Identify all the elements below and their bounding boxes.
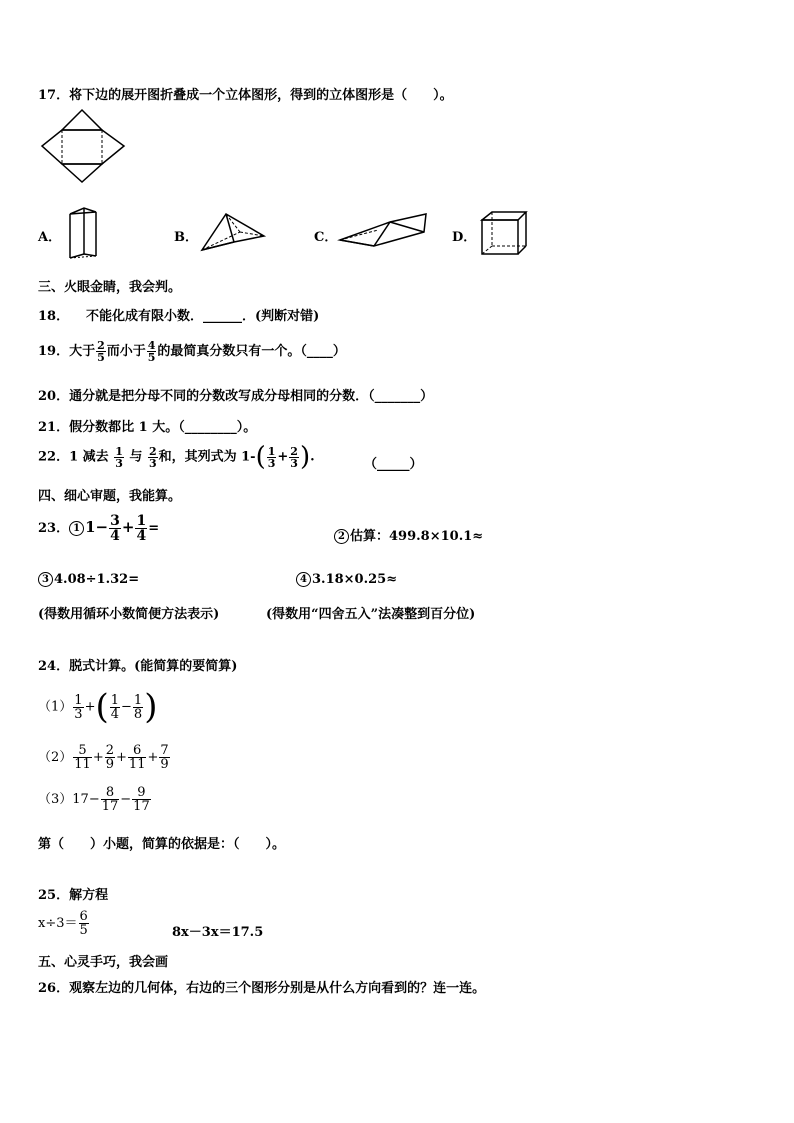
q23-note1: (得数用循环小数简便方法表示) xyxy=(38,607,220,622)
q23-part1: 23． 1 1− $\frac{3}{4}$ + $\frac{1}{4}$ = xyxy=(38,513,160,544)
net-figure xyxy=(40,108,130,184)
option-b-label[interactable]: B． xyxy=(174,230,198,245)
circled-2: 2 xyxy=(334,529,349,544)
fraction: $\frac{2}{5}$ xyxy=(97,339,105,364)
q25-title: 25．解方程 xyxy=(38,888,109,903)
section-3-heading: 三、火眼金睛，我会判。 xyxy=(38,280,182,295)
q25-eq-2: 8x－3x＝17.5 xyxy=(172,925,264,940)
circled-1: 1 xyxy=(69,521,84,536)
q23-note2: (得数用“四舍五入”法凑整到百分位) xyxy=(266,607,476,622)
q24-tail: 第（ ）小题，简算的依据是：（ ）。 xyxy=(38,837,286,852)
q23-part4: 4 3.18×0.25≈ xyxy=(296,572,397,587)
q20-text: 20．通分就是把分母不同的分数改写成分母相同的分数．（_______） xyxy=(38,389,434,404)
q23-part2: 2 估算：499.8×10.1≈ xyxy=(334,525,483,544)
option-a-label[interactable]: A． xyxy=(38,230,62,245)
option-c-label[interactable]: C． xyxy=(314,230,338,245)
q17-text: 17．将下边的展开图折叠成一个立体图形，得到的立体图形是（ ）。 xyxy=(38,88,453,103)
q25-eq-1: x÷3＝ $\frac{6}{5}$ xyxy=(38,909,88,938)
q23-part3: 3 4.08÷1.32= xyxy=(38,572,139,587)
option-c-prism-icon xyxy=(338,210,430,250)
q21-text: 21．假分数都比 1 大。（________）。 xyxy=(38,420,257,435)
q24-title: 24．脱式计算。(能简算的要简算) xyxy=(38,659,238,674)
option-d-cube-icon xyxy=(478,208,532,258)
option-d-label[interactable]: D． xyxy=(452,230,477,245)
q26-text: 26．观察左边的几何体，右边的三个图形分别是从什么方向看到的？连一连。 xyxy=(38,981,486,996)
section-5-heading: 五、心灵手巧，我会画 xyxy=(38,955,169,970)
q18-text: 不能化成有限小数．______．(判断对错) xyxy=(86,309,320,324)
circled-4: 4 xyxy=(296,572,311,587)
circled-3: 3 xyxy=(38,572,53,587)
option-b-pyramid-icon xyxy=(198,212,270,254)
q24-expr-3: （3）17− $\frac{8}{17}$ − $\frac{9}{17}$ xyxy=(38,785,150,814)
q24-expr-1: （1） $\frac{1}{3}$ +( $\frac{1}{4}$ − $\frac{1}{8}$ ) xyxy=(38,687,158,727)
q19: 19．大于 $\frac{2}{5}$ 而小于 $\frac{4}{5}$ 的最简真分数只有一个。（____） xyxy=(38,339,346,364)
q24-expr-2: （2） $\frac{5}{11}$ + $\frac{2}{9}$ + $\frac{6}{11}$ + $\frac{7}{9}$ xyxy=(38,743,169,772)
q18-number: 18． xyxy=(38,309,70,324)
fraction: $\frac{4}{5}$ xyxy=(147,339,156,364)
q22: 22．1 减去 $\frac{1}{3}$ 与 $\frac{2}{3}$ 和，其列式为 1-( $\frac{1}{3}$ + $\frac{2}{3}$ ). xyxy=(38,442,315,472)
section-4-heading: 四、细心审题，我能算。 xyxy=(38,489,182,504)
q22-answer-blank[interactable]: （_____） xyxy=(364,457,423,472)
option-a-prism-icon xyxy=(64,204,104,262)
